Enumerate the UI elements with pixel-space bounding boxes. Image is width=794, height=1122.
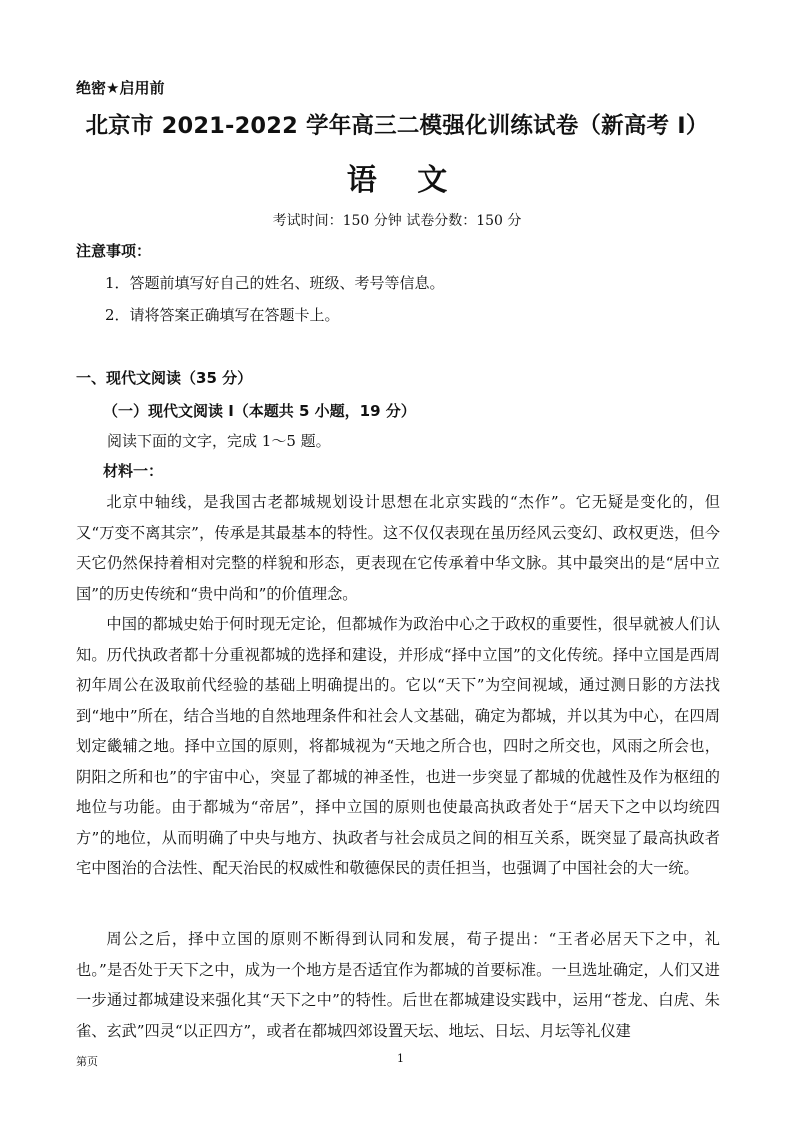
exam-info: 考试时间：150 分钟 试卷分数：150 分 [272,213,522,229]
section-heading: 一、现代文阅读（35 分） [76,369,253,387]
page-title: 北京市 2021-2022 学年高三二模强化训练试卷（新高考 I） [85,113,709,139]
notice-heading: 注意事项： [76,242,152,260]
notice-item: 2．请将答案正确填写在答题卡上。 [105,306,340,324]
subject-title: 语 文 [346,163,448,198]
footer-page-number: 1 [397,1052,404,1065]
body-paragraph: 中国的都城史始于何时现无定论，但都城作为政治中心之于政权的重要性，很早就被人们认知。历代执政者都十分重视都城的选择和建设，并形成“择中立国”的文化传统。择中立国是西周初年周公在汲取前代经验的基础上明确提出的。它以“天下”为空间视域，通过测日影的方法找到“地中”所在，结合当地的自然地理条件和社会人文基础，确定为都城，并以其为中心，在四周划定畿辅之地。择中立国的原则，将都城视为“天地之所合也，四时之所交也，风雨之所会也，阴阳之所和也”的宇宙中心，突显了都城的神圣性，也进一步突显了都城的优越性及作为枢纽的地位与功能。由于都城为“帝居”，择中立国的原则也使最高执政者处于“居天下之中以均统四方”的地位，从而明确了中央与地方、执政者与社会成员之间的相互关系，既突显了最高执政者宅中图治的合法性、配天治民的权威性和敬德保民的责任担当，也强调了中国社会的大一统。 [76,615,720,877]
body-paragraph: 北京中轴线，是我国古老都城规划设计思想在北京实践的“杰作”。它无疑是变化的，但又“万变不离其宗”，传承是其最基本的特性。这不仅仅表现在虽历经风云变幻、政权更迭，但今天它仍然保持着相对完整的样貌和形态，更表现在它传承着中华文脉。其中最突出的是“居中立国”的历史传统和“贵中尚和”的价值理念。 [76,493,720,603]
notice-item: 1．答题前填写好自己的姓名、班级、考号等信息。 [105,274,445,292]
body-paragraph: 周公之后，择中立国的原则不断得到认同和发展，荀子提出：“王者必居天下之中，礼也。”是否处于天下之中，成为一个地方是否适宜作为都城的首要标准。一旦选址确定，人们又进一步通过都城建设来强化其“天下之中”的特性。后世在都城建设实践中，运用“苍龙、白虎、朱雀、玄武”四灵“以正四方”，或者在都城四郊设置天坛、地坛、日坛、月坛等礼仪建 [76,930,720,1040]
footer-page-label: 第页 [76,1055,98,1068]
secret-mark: 绝密★启用前 [76,79,165,97]
material-heading: 材料一： [103,462,164,480]
subsection-heading: （一）现代文阅读 I（本题共 5 小题，19 分） [103,402,416,420]
reading-instruction: 阅读下面的文字，完成 1～5 题。 [107,432,331,450]
